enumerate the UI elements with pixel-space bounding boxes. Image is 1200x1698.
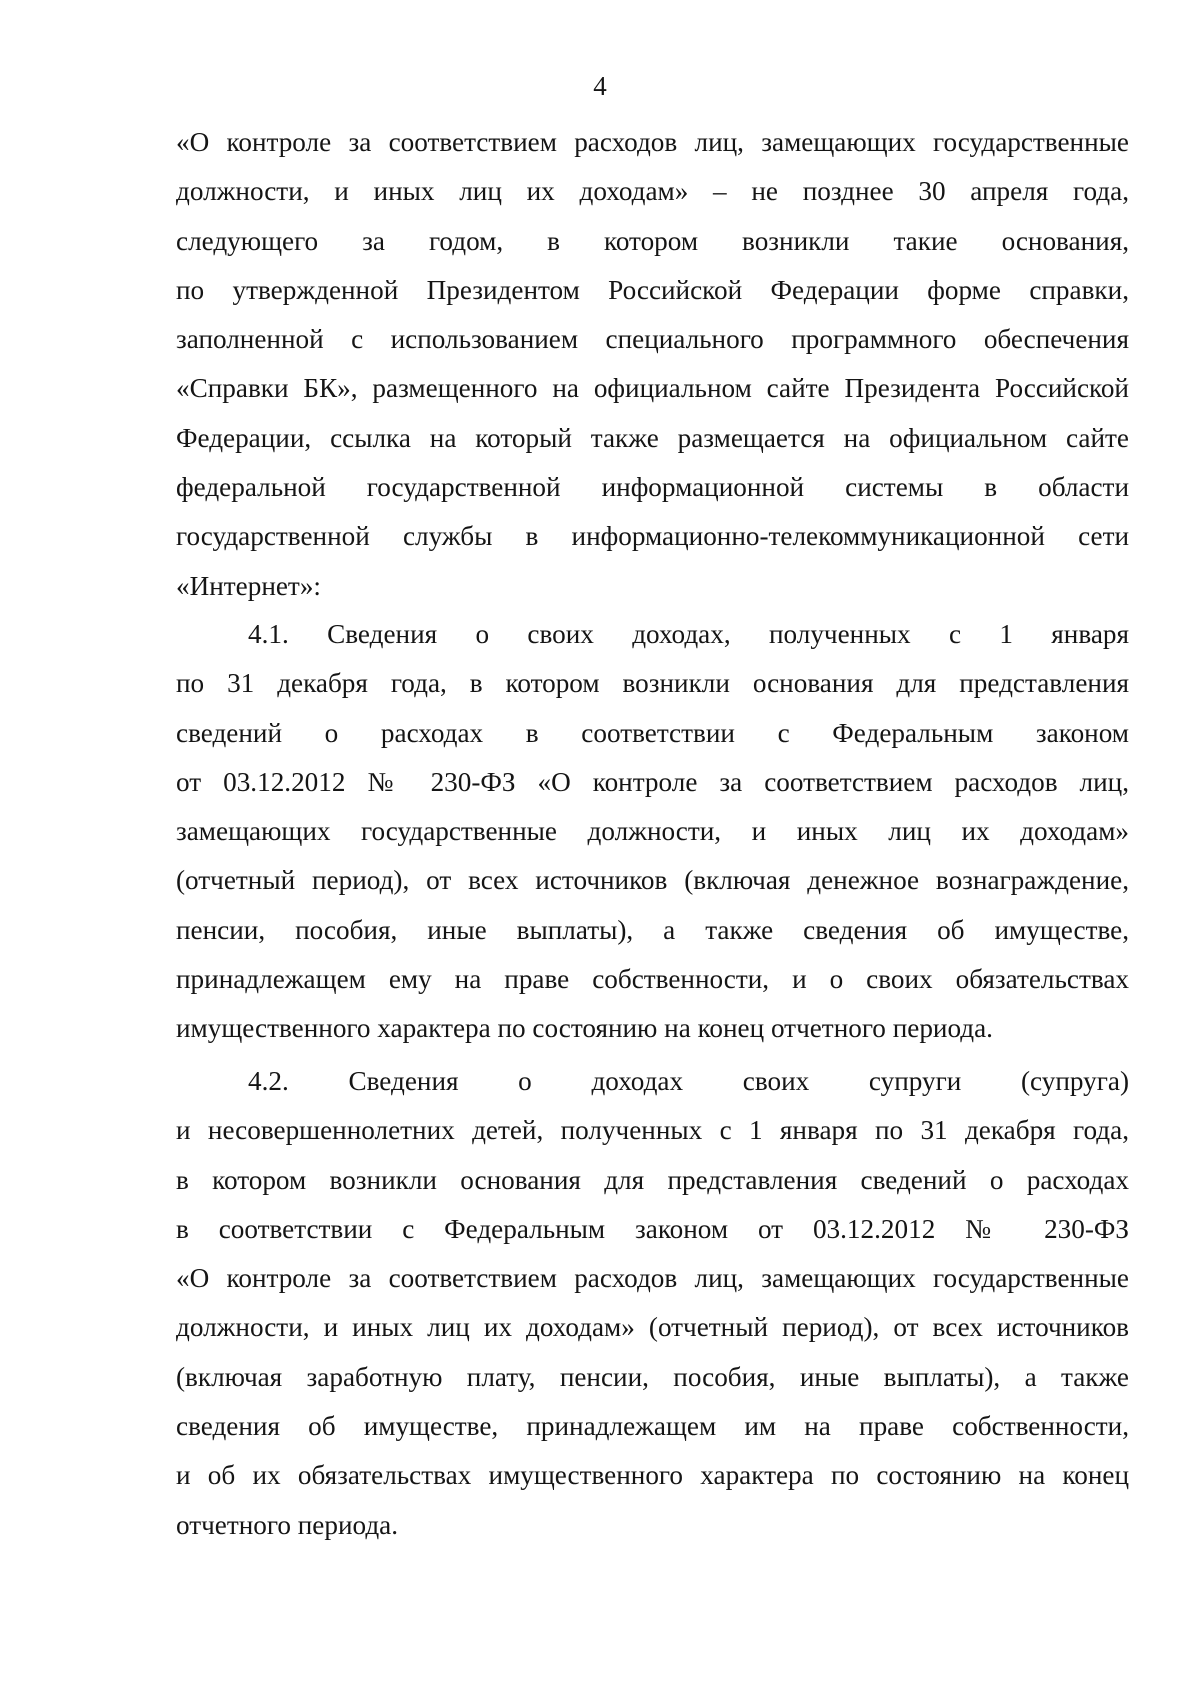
paragraph-item-4-2	[176, 1057, 1129, 1550]
text-line: принадлежащем ему на праве собственности, и о своих обязательствах	[176, 964, 1129, 995]
text-line: отчетного периода.	[176, 1509, 399, 1540]
text-line: и несовершеннолетних детей, полученных с 1 января по 31 декабря года,	[176, 1115, 1129, 1146]
text-line: и об их обязательствах имущественного характера по состоянию на конец	[176, 1460, 1129, 1491]
text-line: заполненной с использованием специального программного обеспечения	[176, 324, 1129, 355]
text-line: в котором возникли основания для представления сведений о расходах	[176, 1164, 1129, 1195]
text-line: 4.2. Сведения о доходах своих супруги (супруга)	[248, 1066, 1129, 1096]
text-line: должности, и иных лиц их доходам» (отчетный период), от всех источников	[176, 1312, 1129, 1343]
text-line: «О контроле за соответствием расходов лиц, замещающих государственные	[176, 1263, 1129, 1294]
text-line: пенсии, пособия, иные выплаты), а также сведения об имуществе,	[176, 914, 1129, 945]
text-line: по 31 декабря года, в котором возникли основания для представления	[176, 668, 1129, 699]
paragraph-item-4-1	[176, 610, 1129, 1054]
text-line: должности, и иных лиц их доходам» – не позднее 30 апреля года,	[176, 176, 1129, 207]
text-line: по утвержденной Президентом Российской Федерации форме справки,	[176, 274, 1129, 305]
text-line: от 03.12.2012 № 230-ФЗ «О контроле за соответствием расходов лиц,	[176, 766, 1129, 797]
text-line: Федерации, ссылка на который также размещается на официальном сайте	[176, 422, 1129, 453]
text-line: в соответствии с Федеральным законом от 03.12.2012 № 230-ФЗ	[176, 1213, 1129, 1244]
text-line: «Справки БК», размещенного на официальном сайте Президента Российской	[176, 373, 1129, 404]
text-line: государственной службы в информационно-телекоммуникационной сети	[176, 521, 1129, 552]
paragraph-intro	[176, 118, 1129, 611]
text-line: «О контроле за соответствием расходов лиц, замещающих государственные	[176, 127, 1129, 157]
text-line: замещающих государственные должности, и иных лиц их доходам»	[176, 816, 1129, 847]
text-line: «Интернет»:	[176, 570, 321, 601]
text-line: следующего за годом, в котором возникли такие основания,	[176, 225, 1129, 256]
text-line: сведения об имуществе, принадлежащем им на праве собственности,	[176, 1411, 1129, 1442]
text-line: (включая заработную плату, пенсии, пособия, иные выплаты), а также	[176, 1361, 1129, 1392]
page-number: 4	[593, 71, 607, 101]
text-line: (отчетный период), от всех источников (включая денежное вознаграждение,	[176, 865, 1129, 896]
text-line: имущественного характера по состоянию на конец отчетного периода.	[176, 1013, 993, 1044]
text-line: 4.1. Сведения о своих доходах, полученных с 1 января	[248, 619, 1129, 649]
text-line: федеральной государственной информационной системы в области	[176, 472, 1129, 503]
text-line: сведений о расходах в соответствии с Федеральным законом	[176, 717, 1129, 748]
